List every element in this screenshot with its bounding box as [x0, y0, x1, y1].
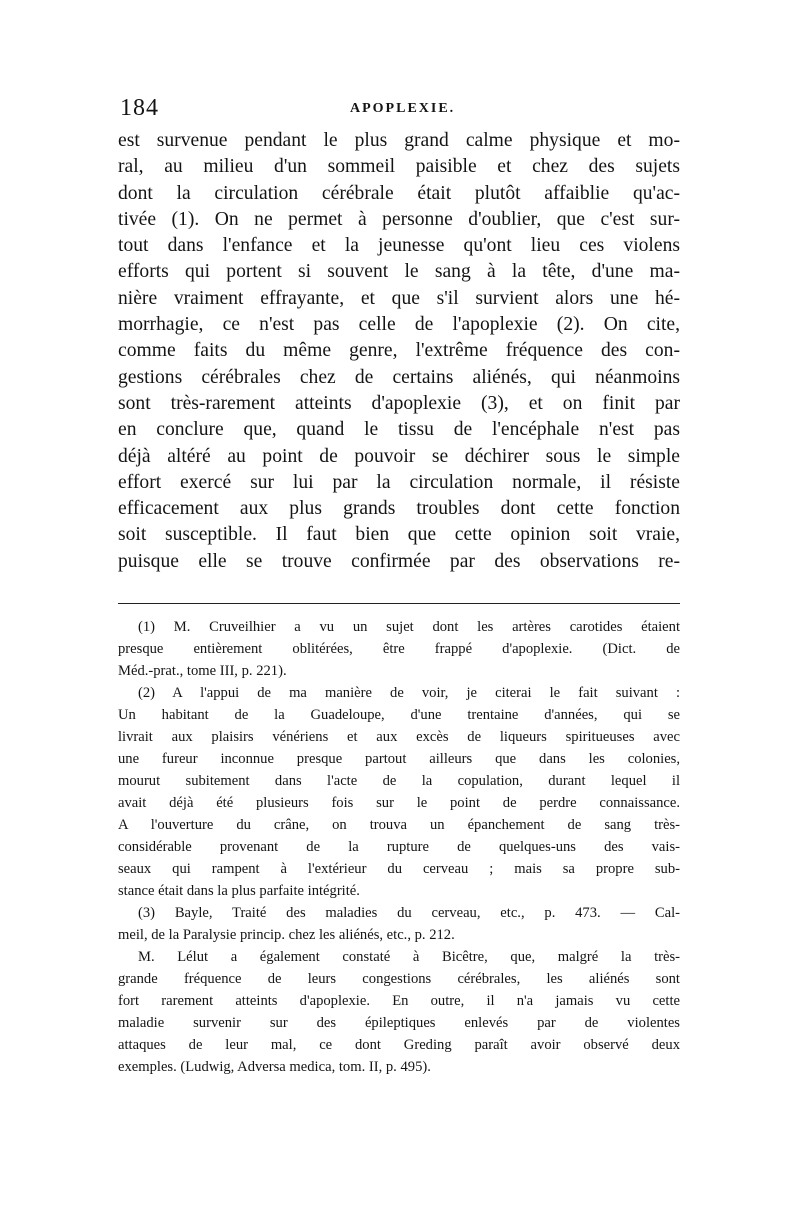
footnote-line: A l'ouverture du crâne, on trouva un épanchement de sang très-: [118, 817, 680, 833]
text-line: efficacement aux plus grands troubles dont cette fonction: [118, 498, 680, 520]
footnote-line: avait déjà été plusieurs fois sur le point de perdre connaissance.: [118, 795, 680, 811]
page-number: 184: [120, 95, 159, 121]
footnote-line: une fureur inconnue presque partout ailleurs que dans les colonies,: [118, 751, 680, 767]
footnote-2: [118, 682, 680, 902]
footnote-line: exemples. (Ludwig, Adversa medica, tom. II, p. 495).: [118, 1059, 431, 1075]
page-header: [120, 95, 680, 125]
text-line: puisque elle se trouve confirmée par des observations re-: [118, 550, 680, 572]
text-line: efforts qui portent si souvent le sang à la tête, d'une ma-: [118, 261, 680, 283]
text-line: nière vraiment effrayante, et que s'il survient alors une hé-: [118, 287, 680, 309]
footnote-line: mourut subitement dans l'acte de la copulation, durant lequel il: [118, 773, 680, 789]
footnote-line: stance était dans la plus parfaite intégrité.: [118, 883, 360, 899]
footnote-line: maladie survenir sur des épileptiques enlevés par de violentes: [118, 1015, 680, 1031]
footnote-line: (2) A l'appui de ma manière de voir, je citerai le fait suivant :: [138, 685, 680, 701]
footnote-line: (3) Bayle, Traité des maladies du cerveau, etc., p. 473. — Cal-: [138, 905, 680, 921]
text-line: morrhagie, ce n'est pas celle de l'apoplexie (2). On cite,: [118, 314, 680, 336]
footnotes: [118, 616, 680, 1078]
footnote-line: (1) M. Cruveilhier a vu un sujet dont les artères carotides étaient: [138, 619, 680, 635]
text-line: est survenue pendant le plus grand calme physique et mo-: [118, 130, 680, 151]
text-line: gestions cérébrales chez de certains aliénés, qui néanmoins: [118, 366, 680, 388]
footnote-line: considérable provenant de la rupture de quelques-uns des vais-: [118, 839, 680, 855]
text-line: comme faits du même genre, l'extrême fréquence des con-: [118, 340, 680, 362]
text-line: sont très-rarement atteints d'apoplexie (3), et on finit par: [118, 392, 680, 414]
text-line: effort exercé sur lui par la circulation normale, il résiste: [118, 471, 680, 493]
footnote-line: Un habitant de la Guadeloupe, d'une trentaine d'années, qui se: [118, 707, 680, 723]
text-line: déjà altéré au point de pouvoir se déchirer sous le simple: [118, 445, 680, 467]
footnote-line: grande fréquence de leurs congestions cérébrales, les aliénés sont: [118, 971, 680, 987]
text-line: soit susceptible. Il faut bien que cette opinion soit vraie,: [118, 524, 680, 546]
main-text: [118, 128, 680, 575]
footnote-line: livrait aux plaisirs vénériens et aux excès de liqueurs spiritueuses avec: [118, 729, 680, 745]
text-line: dont la circulation cérébrale était plutôt affaiblie qu'ac-: [118, 182, 680, 204]
running-head: APOPLEXIE.: [350, 101, 456, 116]
footnote-3: [118, 902, 680, 1078]
footnote-line: meil, de la Paralysie princip. chez les aliénés, etc., p. 212.: [118, 927, 455, 943]
footnote-line: M. Lélut a également constaté à Bicêtre, que, malgré la très-: [138, 949, 680, 965]
footnote-line: attaques de leur mal, ce dont Greding paraît avoir observé deux: [118, 1037, 680, 1053]
footnote-line: seaux qui rampent à l'extérieur du cerveau ; mais sa propre sub-: [118, 861, 680, 877]
text-line: en conclure que, quand le tissu de l'encéphale n'est pas: [118, 419, 680, 441]
footnote-line: fort rarement atteints d'apoplexie. En outre, il n'a jamais vu cette: [118, 993, 680, 1009]
text-line: tout dans l'enfance et la jeunesse qu'ont lieu ces violens: [118, 235, 680, 257]
text-line: ral, au milieu d'un sommeil paisible et chez des sujets: [118, 156, 680, 178]
footnote-line: presque entièrement oblitérées, être frappé d'apoplexie. (Dict. de: [118, 641, 680, 657]
footnote-line: Méd.-prat., tome III, p. 221).: [118, 663, 287, 679]
footnote-rule: [118, 603, 680, 604]
text-line: tivée (1). On ne permet à personne d'oublier, que c'est sur-: [118, 208, 680, 230]
footnote-1: [118, 616, 680, 682]
